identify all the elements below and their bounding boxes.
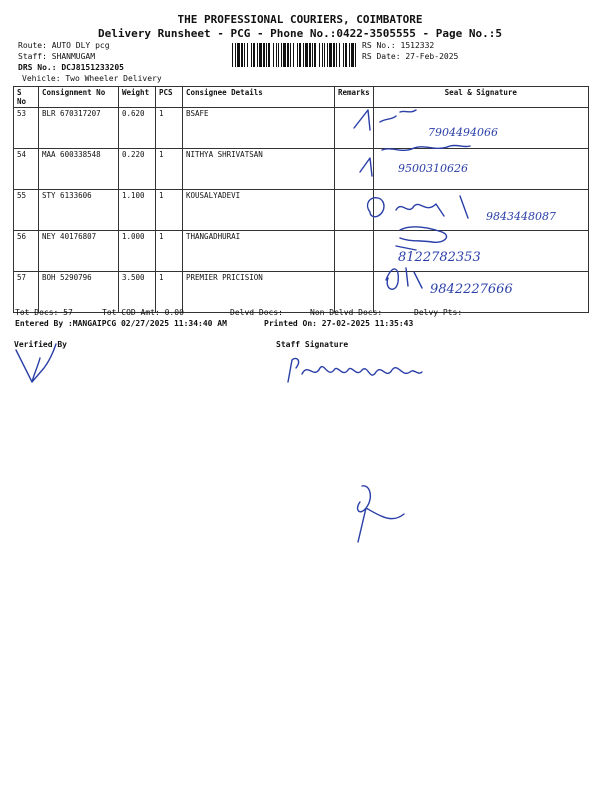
cell-consignment: STY 6133606 [39, 190, 119, 231]
col-header-pcs: PCS [156, 87, 183, 108]
rs-no-text: RS No.: 1512332 [362, 41, 435, 50]
signature-scribble [288, 358, 422, 382]
barcode-bar [339, 43, 340, 67]
barcode-bar [303, 43, 304, 67]
staff-text: Staff: SHANMUGAM [18, 52, 96, 61]
signature-scribble [358, 486, 404, 542]
barcode-bar [281, 43, 282, 67]
company-title: THE PROFESSIONAL COURIERS, COIMBATORE [177, 13, 423, 26]
barcode-bar [355, 43, 356, 67]
signature-scribble [354, 110, 416, 130]
barcode-bar [273, 43, 274, 67]
barcode-bar [314, 43, 316, 67]
handwritten-phone: 7904494066 [428, 126, 498, 139]
barcode-bar [297, 43, 298, 67]
stray-ink-mark [340, 480, 420, 550]
runsheet-subtitle: Delivery Runsheet - PCG - Phone No.:0422-3505555 - Page No.:5 [98, 27, 502, 40]
total-cod: Tot COD Amt: 0.00 [102, 308, 184, 317]
signature-scribble [386, 268, 422, 289]
cell-pcs: 1 [156, 108, 183, 149]
barcode-bar [235, 43, 236, 67]
col-header-consignment: Consignment No [39, 87, 119, 108]
col-header-sno: S No [14, 87, 39, 108]
cell-consignment: NEY 40176807 [39, 231, 119, 272]
cell-weight: 1.000 [119, 231, 156, 272]
barcode-bar [293, 43, 294, 67]
barcode-bar [237, 43, 240, 67]
staff-signature-label: Staff Signature [276, 340, 349, 349]
barcode-bar [305, 43, 308, 67]
cell-consignee: BSAFE [183, 108, 335, 149]
barcode-bar [343, 43, 344, 67]
barcode-bar [349, 43, 350, 67]
barcode-bar [276, 43, 277, 67]
cell-pcs: 1 [156, 149, 183, 190]
barcode-bar [345, 43, 347, 67]
verified-by-label: Verified By [14, 340, 67, 349]
barcode-bar [351, 43, 354, 67]
signature-scribble [368, 196, 468, 218]
barcode-bar [283, 43, 286, 67]
signature-scribble [16, 344, 56, 382]
barcode-bar [312, 43, 313, 67]
cell-sno: 57 [14, 272, 39, 313]
handwritten-phone: 9500310626 [398, 162, 468, 175]
printed-on: Printed On: 27-02-2025 11:35:43 [264, 319, 414, 328]
barcode-bar [333, 43, 335, 67]
barcode-bar [290, 43, 291, 67]
barcode-bar [244, 43, 245, 67]
barcode-bar [268, 43, 270, 67]
barcode-bar [232, 43, 233, 67]
barcode-bar [299, 43, 301, 67]
barcode-bar [278, 43, 279, 67]
signature-scribble [396, 227, 447, 250]
cell-sno: 56 [14, 231, 39, 272]
col-header-weight: Weight [119, 87, 156, 108]
barcode-bar [247, 43, 248, 67]
barcode-bar [327, 43, 328, 67]
cell-weight: 1.100 [119, 190, 156, 231]
cell-consignment: BLR 670317207 [39, 108, 119, 149]
rs-date-text: RS Date: 27-Feb-2025 [362, 52, 459, 61]
barcode-bar [309, 43, 311, 67]
non-delivered-docs: Non Delvd Docs: [310, 308, 383, 317]
delivery-points: Delvy Pts: [414, 308, 463, 317]
barcode-bar [287, 43, 289, 67]
cell-consignment: MAA 600338548 [39, 149, 119, 190]
barcode-bar [324, 43, 325, 67]
barcode-bar [319, 43, 320, 67]
cell-weight: 0.620 [119, 108, 156, 149]
entered-by: Entered By :MANGAIPCG 02/27/2025 11:34:40 AM [15, 319, 227, 328]
cell-sno: 55 [14, 190, 39, 231]
cell-weight: 3.500 [119, 272, 156, 313]
handwritten-phone: 8122782353 [398, 250, 481, 265]
cell-consignee: PREMIER PRICISION [183, 272, 335, 313]
cell-weight: 0.220 [119, 149, 156, 190]
barcode-bar [266, 43, 267, 67]
barcode-bar [322, 43, 323, 67]
handwritten-phone: 9843448087 [486, 210, 556, 223]
col-header-remarks: Remarks [335, 87, 374, 108]
cell-consignee: THANGADHURAI [183, 231, 335, 272]
barcode-bar [257, 43, 258, 67]
cell-pcs: 1 [156, 272, 183, 313]
cell-consignee: KOUSALYADEVI [183, 190, 335, 231]
barcode-graphic [232, 43, 356, 67]
barcode-bar [241, 43, 243, 67]
cell-pcs: 1 [156, 190, 183, 231]
cell-consignment: BOH 5290796 [39, 272, 119, 313]
barcode-bar [336, 43, 337, 67]
staff-signature-graphic [282, 352, 432, 392]
cell-sno: 54 [14, 149, 39, 190]
barcode-bar [263, 43, 265, 67]
col-header-consignee: Consignee Details [183, 87, 335, 108]
drs-text: DRS No.: DCJ8151233205 [18, 63, 124, 72]
barcode-bar [259, 43, 262, 67]
cell-consignee: NITHYA SHRIVATSAN [183, 149, 335, 190]
delivered-docs: Delvd Docs: [230, 308, 283, 317]
cell-sno: 53 [14, 108, 39, 149]
cell-pcs: 1 [156, 231, 183, 272]
total-docs: Tot Docs: 57 [15, 308, 73, 317]
verified-signature-graphic [10, 336, 70, 396]
handwritten-phone: 9842227666 [430, 282, 513, 297]
route-text: Route: AUTO DLY pcg [18, 41, 110, 50]
vehicle-text: Vehicle: Two Wheeler Delivery [22, 74, 162, 83]
col-header-seal: Seal & Signature [373, 87, 588, 108]
barcode-bar [329, 43, 332, 67]
barcode-bar [251, 43, 252, 67]
barcode-bar [253, 43, 255, 67]
